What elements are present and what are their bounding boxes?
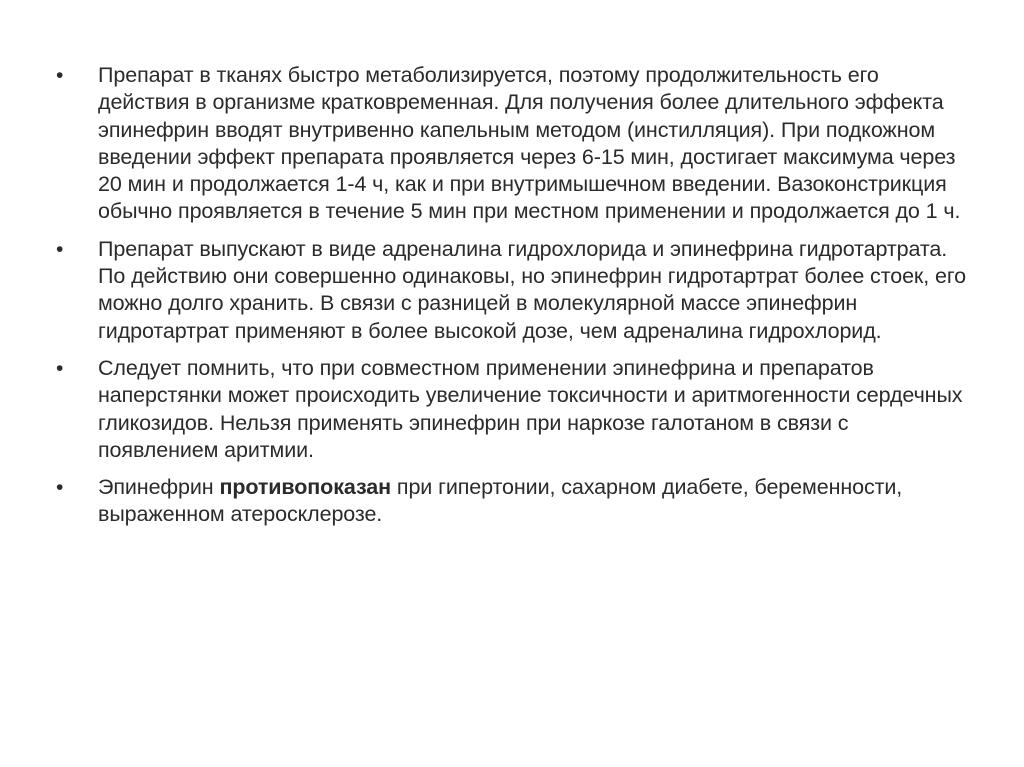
bullet-item-4 xyxy=(56,474,966,529)
bullet-list xyxy=(56,62,966,539)
bullet-text-bold: противопоказан xyxy=(219,475,392,500)
bullet-text-before: Эпинефрин xyxy=(98,475,220,500)
bullet-item-2 xyxy=(56,236,966,345)
bullet-icon: • xyxy=(56,237,64,261)
bullet-icon: • xyxy=(56,356,64,380)
bullet-text: Препарат в тканях быстро метаболизируется, поэтому продолжительность его действия в организме кратковременная. Для получения более длительного эффекта эпинефрин вводят внутривенно капельным методом (инстилляция). При подкожном введении эффект препарата проявляется через 6-15 мин, достигает максимума через 20 мин и продолжается 1-4 ч, как и при внутримышечном введении. Вазоконстрикция обычно проявляется в течение 5 мин при местном применении и продолжается до 1 ч. xyxy=(98,63,961,224)
bullet-icon: • xyxy=(56,476,64,500)
bullet-item-3 xyxy=(56,355,966,464)
bullet-icon: • xyxy=(56,64,64,87)
bullet-text: Следует помнить, что при совместном применении эпинефрина и препаратов наперстянки может происходить увеличение токсичности и аритмогенности сердечных гликозидов. Нельзя применять эпинефрин при наркозе галотаном в связи с появлением аритмии. xyxy=(98,355,963,462)
bullet-item-1 xyxy=(56,62,966,226)
bullet-text-after: при гипертонии, сахарном диабете, беременности, выраженном атеросклерозе. xyxy=(98,475,903,527)
bullet-text: Препарат выпускают в виде адреналина гидрохлорида и эпинефрина гидротартрата. По действию они совершенно одинаковы, но эпинефрин гидротартрат более стоек, его можно долго хранить. В связи с разницей в молекулярной массе эпинефрин гидротартрат применяют в более высокой дозе, чем адреналина гидрохлорид. xyxy=(98,236,966,343)
